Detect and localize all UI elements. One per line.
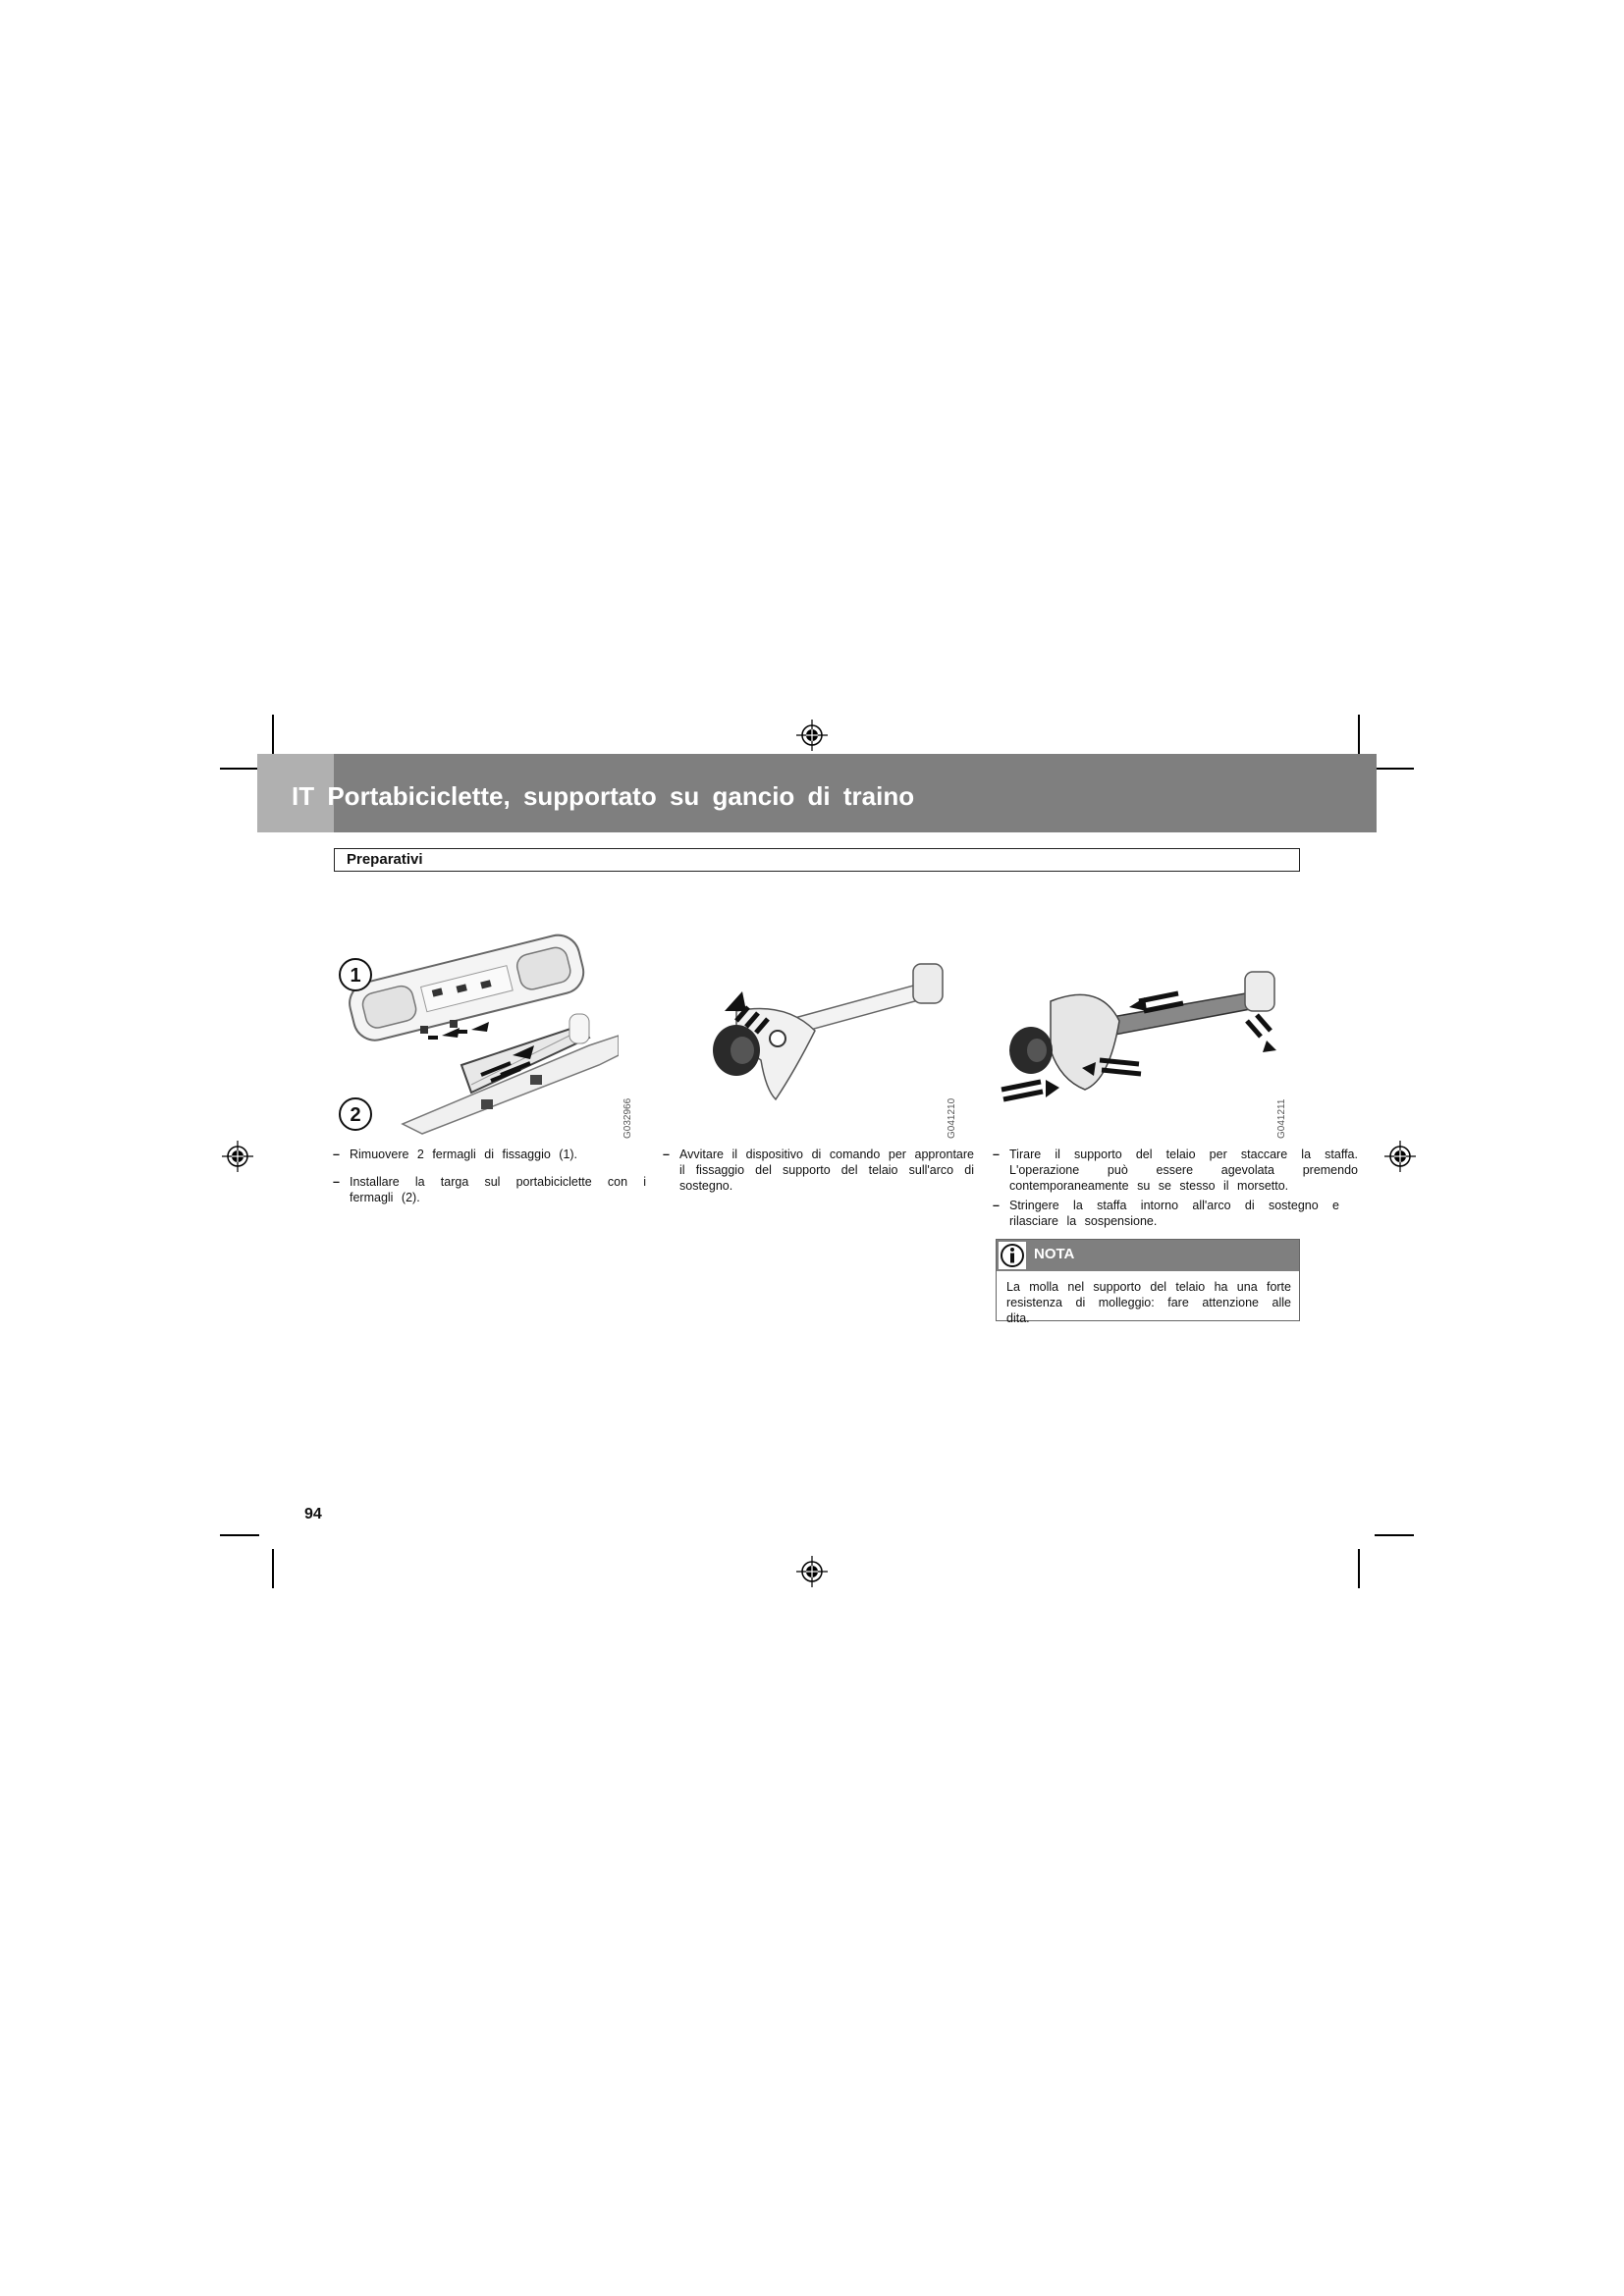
note-box (996, 1239, 1300, 1325)
callout-1: 1 (350, 965, 361, 987)
note-text: La molla nel supporto del telaio ha una forte resistenza di molleggio: fare attenzione alle dita. (1006, 1280, 1291, 1325)
figure-code: G041210 (947, 1097, 957, 1139)
crop-mark (220, 768, 259, 770)
crop-mark (220, 1534, 259, 1536)
section-heading: Preparativi (347, 851, 423, 868)
bike-frame-holder-knob-illustration (668, 942, 952, 1139)
language-code: IT (292, 781, 315, 811)
step-text: Tirare il supporto del telaio per staccare la staffa. L'operazione può essere agevolata premendo contemporaneamente su se stesso il morsetto. (1009, 1148, 1358, 1193)
note-title: NOTA (1034, 1246, 1075, 1262)
callout-2: 2 (350, 1104, 361, 1126)
title-text: Portabiciclette, supportato su gancio di traino (327, 781, 915, 811)
crop-mark (1375, 1534, 1414, 1536)
crop-mark (1375, 768, 1414, 770)
figure-code: G041211 (1276, 1098, 1287, 1139)
step-item: – Avvitare il dispositivo di comando per approntare il fissaggio del supporto del telaio sull'arco di sostegno. (663, 1148, 974, 1193)
step-text: Installare la targa sul portabiciclette con i fermagli (2). (350, 1175, 646, 1204)
step-item: – Stringere la staffa intorno all'arco di sostegno e rilasciare la sospensione. (993, 1199, 1339, 1228)
license-plate-clip-illustration (334, 928, 619, 1144)
crop-mark (1358, 715, 1360, 754)
step-item: – Tirare il supporto del telaio per staccare la staffa. L'operazione può essere agevolata premendo contemporaneamente su se stesso il morsetto. (993, 1148, 1358, 1193)
step-text: Stringere la staffa intorno all'arco di sostegno e rilasciare la sospensione. (1009, 1199, 1339, 1228)
note-header (997, 1240, 1299, 1271)
info-icon (999, 1242, 1026, 1269)
registration-mark-icon (222, 1141, 253, 1172)
step-item: – Installare la targa sul portabiciclette con i fermagli (2). (333, 1175, 646, 1204)
crop-mark (272, 715, 274, 754)
bike-frame-holder-clamp-illustration (992, 942, 1291, 1139)
registration-mark-icon (796, 720, 828, 751)
figure-code: G032966 (623, 1097, 633, 1139)
step-text: Rimuovere 2 fermagli di fissaggio (1). (350, 1148, 578, 1161)
page-title (292, 781, 914, 812)
section-heading-box (334, 848, 1300, 872)
step-item: – Rimuovere 2 fermagli di fissaggio (1). (333, 1148, 578, 1161)
crop-mark (272, 1549, 274, 1588)
registration-mark-icon (1384, 1141, 1416, 1172)
crop-mark (1358, 1549, 1360, 1588)
page-number: 94 (304, 1506, 322, 1522)
registration-mark-icon (796, 1556, 828, 1587)
step-text: Avvitare il dispositivo di comando per approntare il fissaggio del supporto del telaio sull'arco di sostegno. (679, 1148, 974, 1193)
